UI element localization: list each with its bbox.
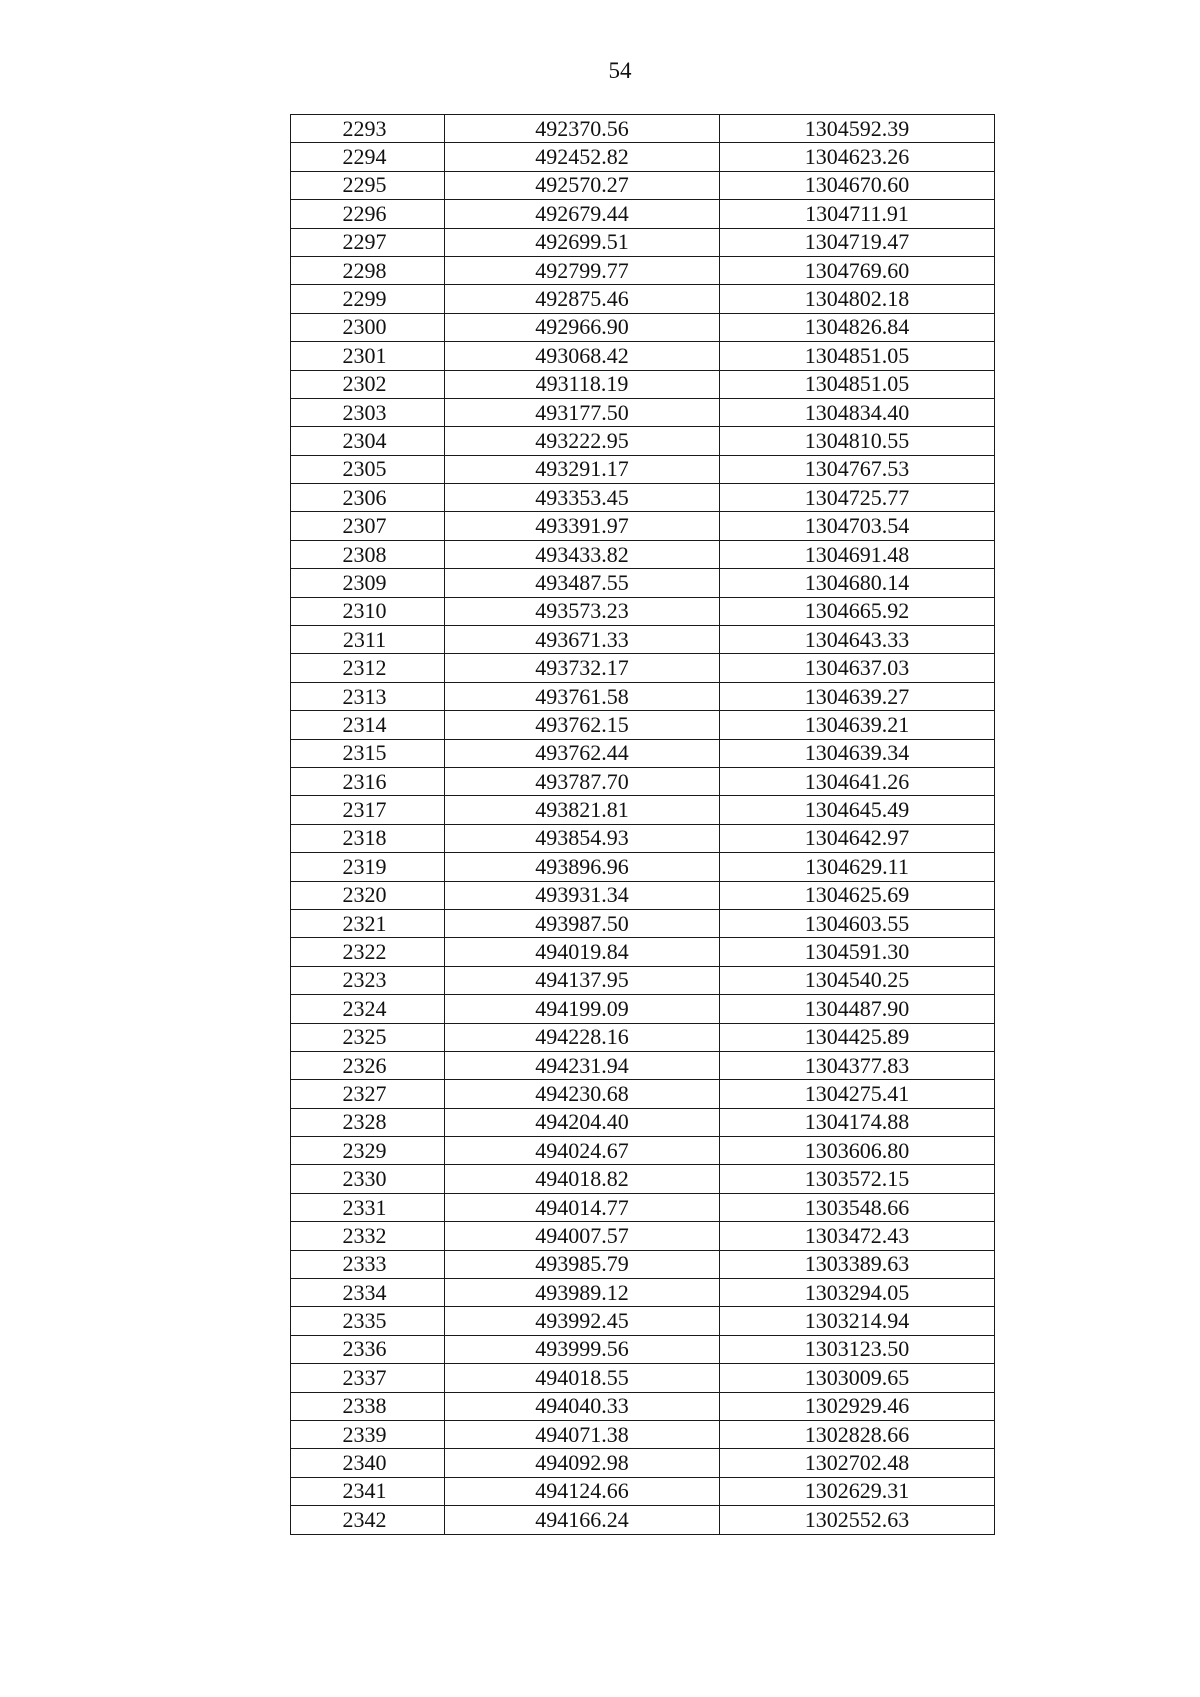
table-row bbox=[291, 1477, 995, 1505]
table-row bbox=[291, 143, 995, 171]
x-coordinate-cell: 493291.17 bbox=[445, 455, 720, 483]
y-coordinate-cell: 1304639.21 bbox=[720, 711, 995, 739]
x-coordinate-cell: 494024.67 bbox=[445, 1137, 720, 1165]
x-coordinate-cell: 493353.45 bbox=[445, 484, 720, 512]
x-coordinate-cell: 493391.97 bbox=[445, 512, 720, 540]
x-coordinate-cell: 494092.98 bbox=[445, 1449, 720, 1477]
point-number-cell: 2305 bbox=[288, 455, 442, 483]
x-coordinate-cell: 493732.17 bbox=[445, 654, 720, 682]
table-row bbox=[291, 654, 995, 682]
y-coordinate-cell: 1304639.27 bbox=[720, 682, 995, 710]
table-row bbox=[291, 1506, 995, 1534]
x-coordinate-cell: 492370.56 bbox=[445, 115, 720, 143]
y-coordinate-cell: 1304629.11 bbox=[720, 853, 995, 881]
y-coordinate-cell: 1304691.48 bbox=[720, 540, 995, 568]
point-number-cell: 2321 bbox=[288, 909, 442, 937]
table-row bbox=[291, 398, 995, 426]
point-number-cell: 2315 bbox=[288, 739, 442, 767]
y-coordinate-cell: 1303572.15 bbox=[720, 1165, 995, 1193]
y-coordinate-cell: 1304639.34 bbox=[720, 739, 995, 767]
y-coordinate-cell: 1304711.91 bbox=[720, 200, 995, 228]
table-row bbox=[291, 1193, 995, 1221]
point-number-cell: 2311 bbox=[288, 626, 442, 654]
x-coordinate-cell: 493999.56 bbox=[445, 1335, 720, 1363]
y-coordinate-cell: 1304637.03 bbox=[720, 654, 995, 682]
point-number-cell: 2313 bbox=[288, 682, 442, 710]
y-coordinate-cell: 1304174.88 bbox=[720, 1108, 995, 1136]
table-row bbox=[291, 1222, 995, 1250]
point-number-cell: 2324 bbox=[288, 995, 442, 1023]
point-number-cell: 2301 bbox=[288, 342, 442, 370]
point-number-cell: 2338 bbox=[288, 1392, 442, 1420]
point-number-cell: 2316 bbox=[288, 767, 442, 795]
x-coordinate-cell: 492875.46 bbox=[445, 285, 720, 313]
y-coordinate-cell: 1303294.05 bbox=[720, 1279, 995, 1307]
table-row bbox=[291, 569, 995, 597]
y-coordinate-cell: 1304592.39 bbox=[720, 115, 995, 143]
x-coordinate-cell: 494040.33 bbox=[445, 1392, 720, 1420]
table-row bbox=[291, 313, 995, 341]
x-coordinate-cell: 493573.23 bbox=[445, 597, 720, 625]
y-coordinate-cell: 1302702.48 bbox=[720, 1449, 995, 1477]
y-coordinate-cell: 1304834.40 bbox=[720, 398, 995, 426]
x-coordinate-cell: 492452.82 bbox=[445, 143, 720, 171]
y-coordinate-cell: 1304851.05 bbox=[720, 370, 995, 398]
table-row bbox=[291, 995, 995, 1023]
x-coordinate-cell: 492966.90 bbox=[445, 313, 720, 341]
x-coordinate-cell: 492799.77 bbox=[445, 256, 720, 284]
table-row bbox=[291, 881, 995, 909]
page-number: 54 bbox=[608, 58, 632, 83]
y-coordinate-cell: 1304591.30 bbox=[720, 938, 995, 966]
point-number-cell: 2329 bbox=[288, 1137, 442, 1165]
point-number-cell: 2293 bbox=[288, 115, 442, 143]
y-coordinate-cell: 1303606.80 bbox=[720, 1137, 995, 1165]
point-number-cell: 2299 bbox=[288, 285, 442, 313]
y-coordinate-cell: 1304665.92 bbox=[720, 597, 995, 625]
y-coordinate-cell: 1304641.26 bbox=[720, 767, 995, 795]
y-coordinate-cell: 1304425.89 bbox=[720, 1023, 995, 1051]
point-number-cell: 2295 bbox=[288, 171, 442, 199]
point-number-cell: 2327 bbox=[288, 1080, 442, 1108]
x-coordinate-cell: 493787.70 bbox=[445, 767, 720, 795]
x-coordinate-cell: 494204.40 bbox=[445, 1108, 720, 1136]
point-number-cell: 2302 bbox=[288, 370, 442, 398]
table-row bbox=[291, 1279, 995, 1307]
y-coordinate-cell: 1304623.26 bbox=[720, 143, 995, 171]
point-number-cell: 2298 bbox=[288, 256, 442, 284]
table-row bbox=[291, 540, 995, 568]
table-row bbox=[291, 1335, 995, 1363]
x-coordinate-cell: 494018.82 bbox=[445, 1165, 720, 1193]
y-coordinate-cell: 1304603.55 bbox=[720, 909, 995, 937]
x-coordinate-cell: 493985.79 bbox=[445, 1250, 720, 1278]
table-row bbox=[291, 1250, 995, 1278]
table-row bbox=[291, 1420, 995, 1448]
point-number-cell: 2334 bbox=[288, 1279, 442, 1307]
x-coordinate-cell: 493854.93 bbox=[445, 824, 720, 852]
point-number-cell: 2300 bbox=[288, 313, 442, 341]
point-number-cell: 2317 bbox=[288, 796, 442, 824]
coordinates-table-body bbox=[291, 115, 995, 1535]
y-coordinate-cell: 1304680.14 bbox=[720, 569, 995, 597]
y-coordinate-cell: 1302552.63 bbox=[720, 1506, 995, 1534]
x-coordinate-cell: 494071.38 bbox=[445, 1420, 720, 1448]
point-number-cell: 2304 bbox=[288, 427, 442, 455]
table-row bbox=[291, 484, 995, 512]
point-number-cell: 2308 bbox=[288, 540, 442, 568]
x-coordinate-cell: 493931.34 bbox=[445, 881, 720, 909]
point-number-cell: 2320 bbox=[288, 881, 442, 909]
point-number-cell: 2312 bbox=[288, 654, 442, 682]
point-number-cell: 2303 bbox=[288, 398, 442, 426]
y-coordinate-cell: 1304643.33 bbox=[720, 626, 995, 654]
table-row bbox=[291, 1307, 995, 1335]
table-row bbox=[291, 1080, 995, 1108]
point-number-cell: 2326 bbox=[288, 1051, 442, 1079]
y-coordinate-cell: 1303009.65 bbox=[720, 1364, 995, 1392]
point-number-cell: 2331 bbox=[288, 1193, 442, 1221]
table-row bbox=[291, 370, 995, 398]
x-coordinate-cell: 493821.81 bbox=[445, 796, 720, 824]
x-coordinate-cell: 494166.24 bbox=[445, 1506, 720, 1534]
table-row bbox=[291, 796, 995, 824]
point-number-cell: 2322 bbox=[288, 938, 442, 966]
y-coordinate-cell: 1304275.41 bbox=[720, 1080, 995, 1108]
x-coordinate-cell: 492679.44 bbox=[445, 200, 720, 228]
point-number-cell: 2309 bbox=[288, 569, 442, 597]
y-coordinate-cell: 1304851.05 bbox=[720, 342, 995, 370]
point-number-cell: 2318 bbox=[288, 824, 442, 852]
table-row bbox=[291, 938, 995, 966]
table-row bbox=[291, 285, 995, 313]
point-number-cell: 2319 bbox=[288, 853, 442, 881]
y-coordinate-cell: 1304767.53 bbox=[720, 455, 995, 483]
coordinates-table bbox=[290, 114, 995, 1535]
y-coordinate-cell: 1302929.46 bbox=[720, 1392, 995, 1420]
y-coordinate-cell: 1304719.47 bbox=[720, 228, 995, 256]
point-number-cell: 2323 bbox=[288, 966, 442, 994]
y-coordinate-cell: 1303548.66 bbox=[720, 1193, 995, 1221]
x-coordinate-cell: 493222.95 bbox=[445, 427, 720, 455]
x-coordinate-cell: 493761.58 bbox=[445, 682, 720, 710]
x-coordinate-cell: 494018.55 bbox=[445, 1364, 720, 1392]
x-coordinate-cell: 494199.09 bbox=[445, 995, 720, 1023]
x-coordinate-cell: 493987.50 bbox=[445, 909, 720, 937]
table-row bbox=[291, 427, 995, 455]
table-row bbox=[291, 626, 995, 654]
x-coordinate-cell: 494230.68 bbox=[445, 1080, 720, 1108]
table-row bbox=[291, 512, 995, 540]
y-coordinate-cell: 1303214.94 bbox=[720, 1307, 995, 1335]
point-number-cell: 2306 bbox=[288, 484, 442, 512]
y-coordinate-cell: 1303123.50 bbox=[720, 1335, 995, 1363]
x-coordinate-cell: 494014.77 bbox=[445, 1193, 720, 1221]
table-row bbox=[291, 1023, 995, 1051]
point-number-cell: 2341 bbox=[288, 1477, 442, 1505]
y-coordinate-cell: 1303472.43 bbox=[720, 1222, 995, 1250]
table-row bbox=[291, 1051, 995, 1079]
table-row bbox=[291, 824, 995, 852]
table-row bbox=[291, 909, 995, 937]
x-coordinate-cell: 494124.66 bbox=[445, 1477, 720, 1505]
point-number-cell: 2332 bbox=[288, 1222, 442, 1250]
table-row bbox=[291, 597, 995, 625]
x-coordinate-cell: 493433.82 bbox=[445, 540, 720, 568]
table-row bbox=[291, 682, 995, 710]
table-row bbox=[291, 1392, 995, 1420]
table-row bbox=[291, 171, 995, 199]
x-coordinate-cell: 492570.27 bbox=[445, 171, 720, 199]
y-coordinate-cell: 1304487.90 bbox=[720, 995, 995, 1023]
y-coordinate-cell: 1304769.60 bbox=[720, 256, 995, 284]
point-number-cell: 2335 bbox=[288, 1307, 442, 1335]
point-number-cell: 2337 bbox=[288, 1364, 442, 1392]
point-number-cell: 2296 bbox=[288, 200, 442, 228]
point-number-cell: 2310 bbox=[288, 597, 442, 625]
x-coordinate-cell: 493118.19 bbox=[445, 370, 720, 398]
point-number-cell: 2340 bbox=[288, 1449, 442, 1477]
y-coordinate-cell: 1304625.69 bbox=[720, 881, 995, 909]
point-number-cell: 2307 bbox=[288, 512, 442, 540]
y-coordinate-cell: 1304377.83 bbox=[720, 1051, 995, 1079]
point-number-cell: 2294 bbox=[288, 143, 442, 171]
table-row bbox=[291, 342, 995, 370]
point-number-cell: 2314 bbox=[288, 711, 442, 739]
point-number-cell: 2339 bbox=[288, 1420, 442, 1448]
x-coordinate-cell: 492699.51 bbox=[445, 228, 720, 256]
x-coordinate-cell: 493762.15 bbox=[445, 711, 720, 739]
x-coordinate-cell: 494231.94 bbox=[445, 1051, 720, 1079]
y-coordinate-cell: 1304810.55 bbox=[720, 427, 995, 455]
table-row bbox=[291, 1364, 995, 1392]
x-coordinate-cell: 493487.55 bbox=[445, 569, 720, 597]
table-row bbox=[291, 455, 995, 483]
table-row bbox=[291, 966, 995, 994]
y-coordinate-cell: 1302629.31 bbox=[720, 1477, 995, 1505]
point-number-cell: 2325 bbox=[288, 1023, 442, 1051]
y-coordinate-cell: 1304645.49 bbox=[720, 796, 995, 824]
table-row bbox=[291, 115, 995, 143]
x-coordinate-cell: 494228.16 bbox=[445, 1023, 720, 1051]
table-row bbox=[291, 1137, 995, 1165]
x-coordinate-cell: 494137.95 bbox=[445, 966, 720, 994]
y-coordinate-cell: 1304802.18 bbox=[720, 285, 995, 313]
x-coordinate-cell: 494007.57 bbox=[445, 1222, 720, 1250]
y-coordinate-cell: 1304725.77 bbox=[720, 484, 995, 512]
point-number-cell: 2333 bbox=[288, 1250, 442, 1278]
table-row bbox=[291, 1449, 995, 1477]
table-row bbox=[291, 228, 995, 256]
y-coordinate-cell: 1304826.84 bbox=[720, 313, 995, 341]
table-row bbox=[291, 739, 995, 767]
point-number-cell: 2328 bbox=[288, 1108, 442, 1136]
table-row bbox=[291, 1165, 995, 1193]
x-coordinate-cell: 493896.96 bbox=[445, 853, 720, 881]
x-coordinate-cell: 493989.12 bbox=[445, 1279, 720, 1307]
table-row bbox=[291, 1108, 995, 1136]
table-row bbox=[291, 200, 995, 228]
point-number-cell: 2297 bbox=[288, 228, 442, 256]
point-number-cell: 2336 bbox=[288, 1335, 442, 1363]
x-coordinate-cell: 493177.50 bbox=[445, 398, 720, 426]
x-coordinate-cell: 493992.45 bbox=[445, 1307, 720, 1335]
point-number-cell: 2342 bbox=[288, 1506, 442, 1534]
table-row bbox=[291, 711, 995, 739]
y-coordinate-cell: 1304670.60 bbox=[720, 171, 995, 199]
x-coordinate-cell: 493068.42 bbox=[445, 342, 720, 370]
y-coordinate-cell: 1304540.25 bbox=[720, 966, 995, 994]
point-number-cell: 2330 bbox=[288, 1165, 442, 1193]
table-row bbox=[291, 767, 995, 795]
table-row bbox=[291, 853, 995, 881]
y-coordinate-cell: 1304703.54 bbox=[720, 512, 995, 540]
x-coordinate-cell: 493762.44 bbox=[445, 739, 720, 767]
y-coordinate-cell: 1304642.97 bbox=[720, 824, 995, 852]
x-coordinate-cell: 494019.84 bbox=[445, 938, 720, 966]
x-coordinate-cell: 493671.33 bbox=[445, 626, 720, 654]
table-row bbox=[291, 256, 995, 284]
y-coordinate-cell: 1303389.63 bbox=[720, 1250, 995, 1278]
y-coordinate-cell: 1302828.66 bbox=[720, 1420, 995, 1448]
